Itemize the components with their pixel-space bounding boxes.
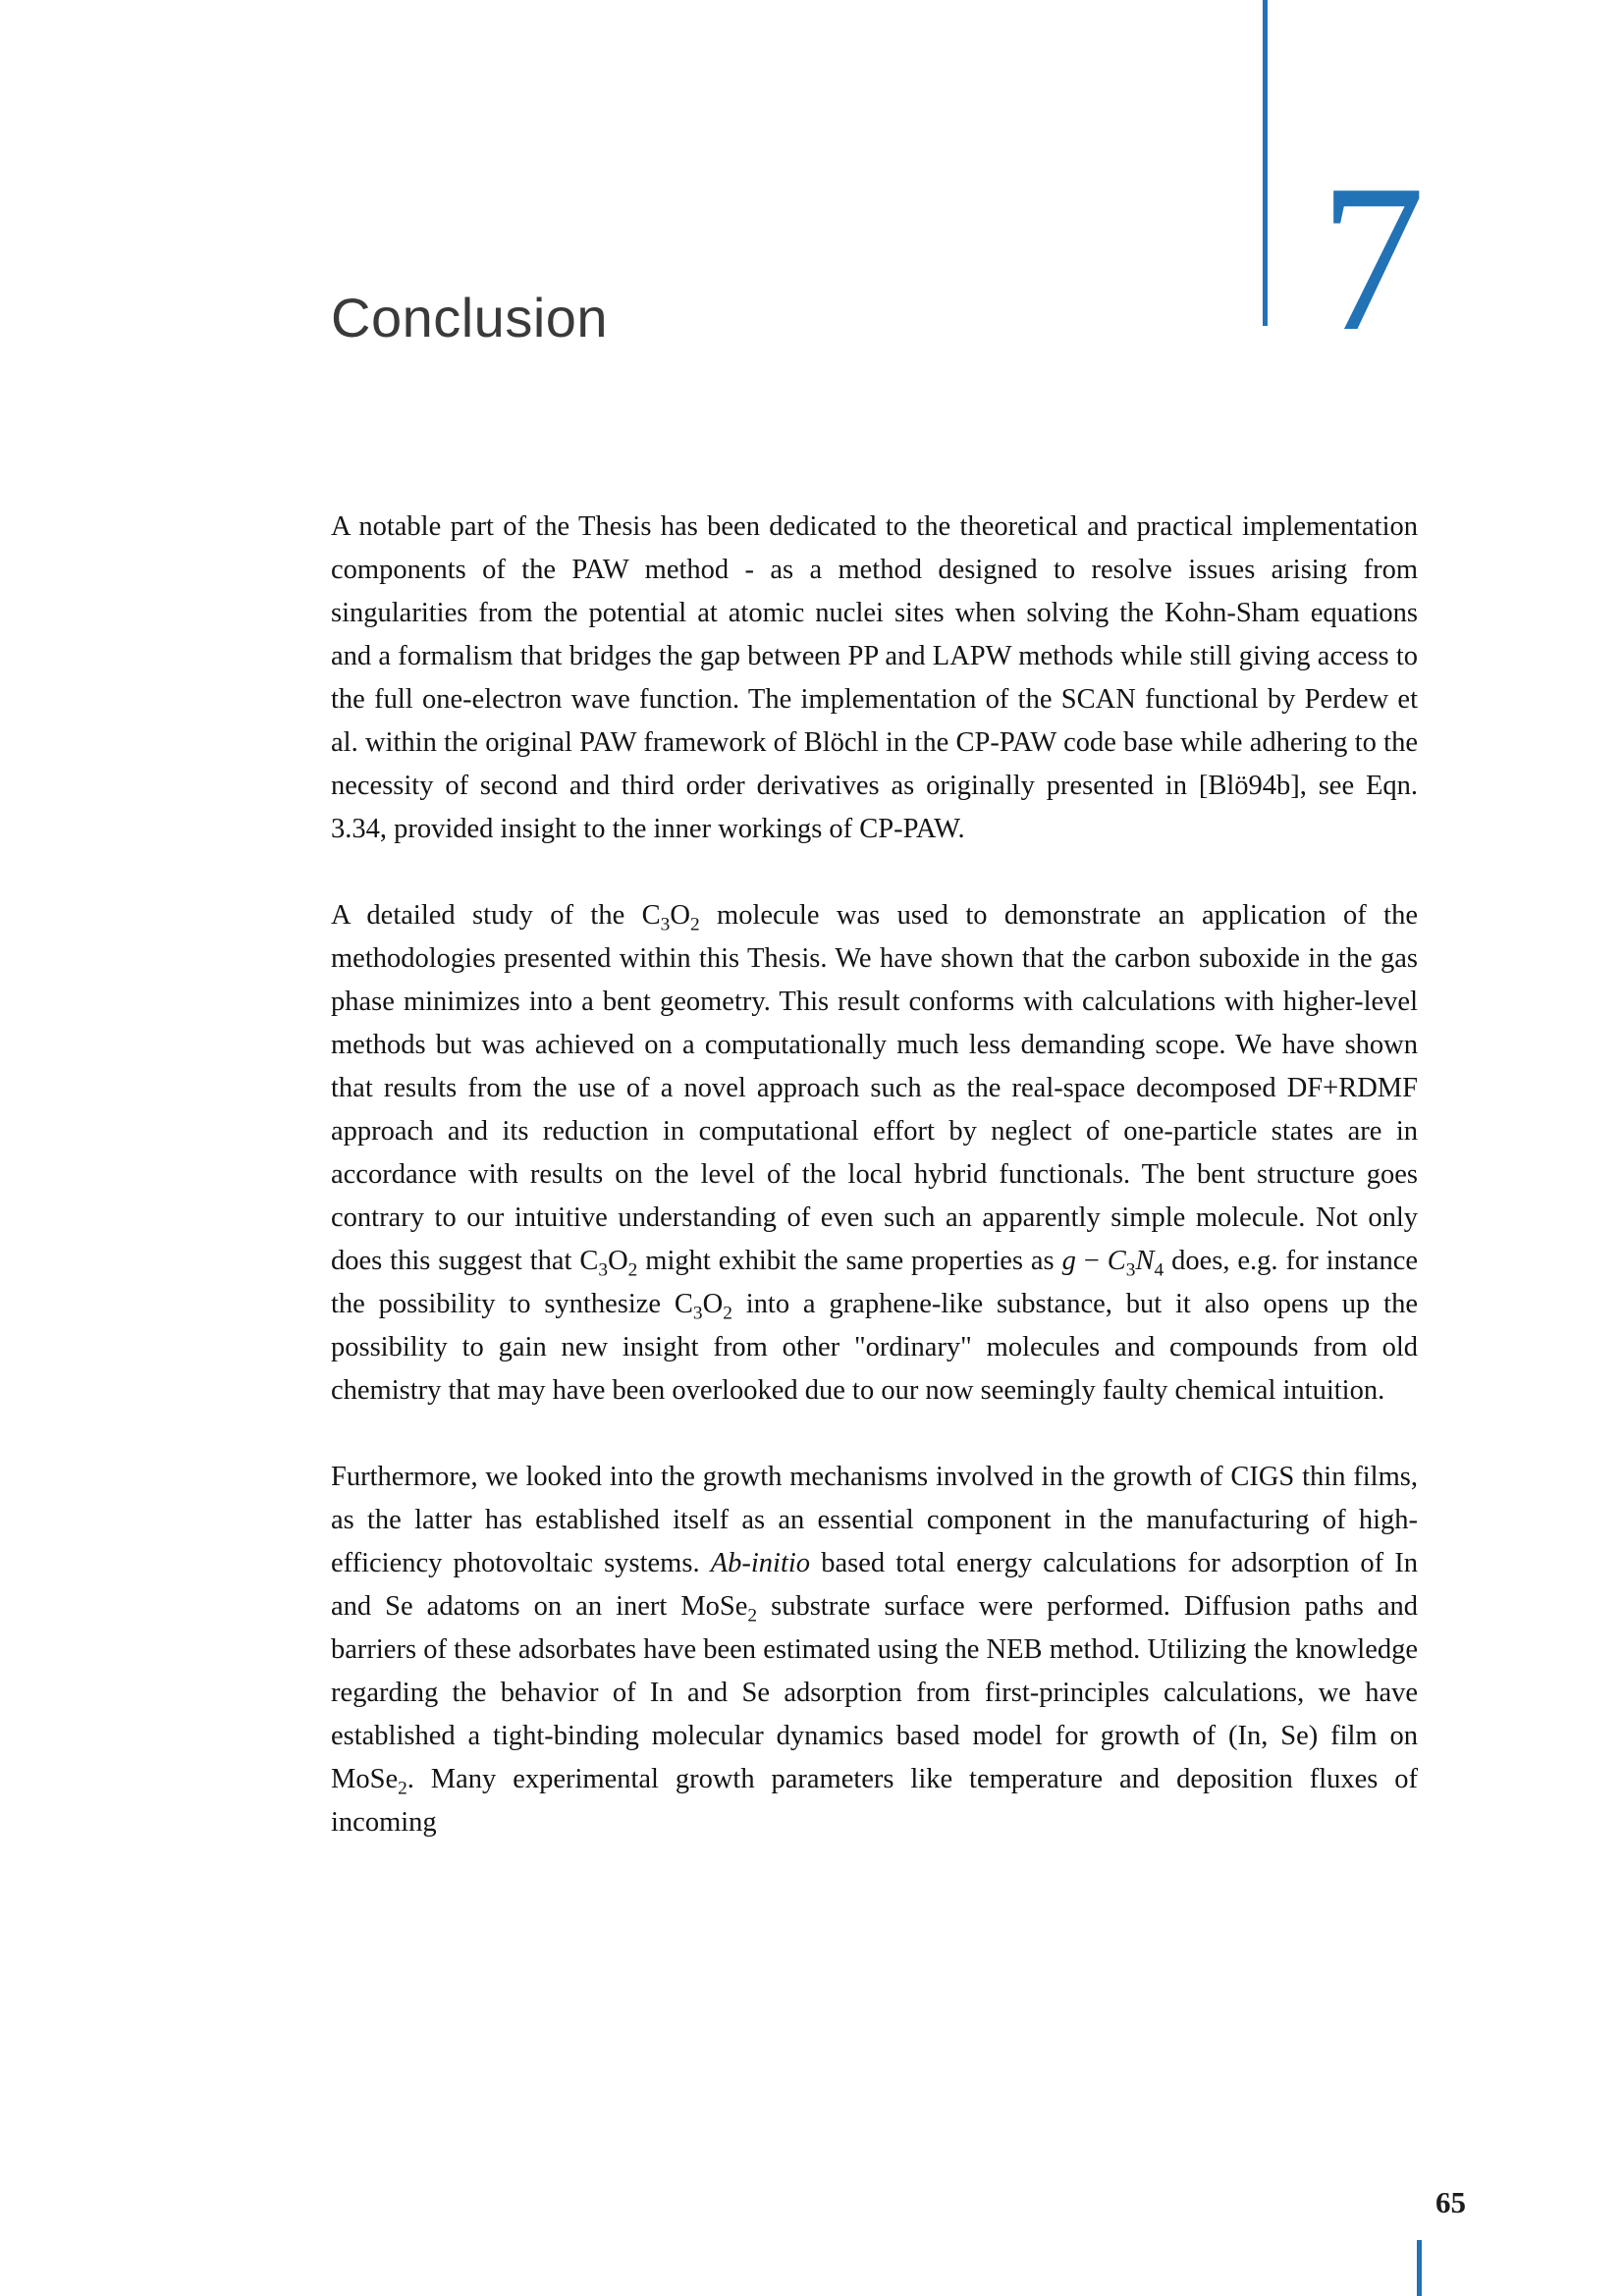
- text-run: A detailed study of the C: [331, 900, 661, 931]
- chapter-rule: [1263, 0, 1268, 326]
- paragraph-2: [331, 894, 1418, 1413]
- text-run: O: [670, 900, 690, 931]
- text-run: C: [1107, 1246, 1126, 1276]
- text-run: 2: [398, 1778, 407, 1799]
- text-run: 3: [1125, 1259, 1136, 1281]
- text-run: into a graphene-like substance, but it also opens up the possibility to gain new insight from other "ordinary" molecules and compounds from old chemistry that may have been overlooked due to our now seemingly faulty chemical intuition.: [331, 1289, 1418, 1406]
- text-run: O: [608, 1246, 628, 1276]
- page-number: 65: [1435, 2185, 1466, 2219]
- text-run: based total energy calculations for adsorption of In and Se adatoms on an inert MoSe: [331, 1548, 1418, 1622]
- text-run: 4: [1154, 1259, 1164, 1281]
- text-run: 3: [692, 1303, 703, 1324]
- text-run: 3: [660, 914, 671, 935]
- text-run: 2: [747, 1605, 758, 1627]
- text-run: g: [1061, 1246, 1076, 1276]
- text-run: does, e.g. for instance the possibility to synthesize C: [331, 1246, 1419, 1319]
- text-run: Ab-initio: [710, 1548, 811, 1578]
- text-run: O: [702, 1289, 724, 1319]
- text-run: substrate surface were performed. Diffusion paths and barriers of these adsorbates have been estimated using the NEB method. Utilizing the knowledge regarding the behavior of In and Se adsorption from first-principles calculations, we have established a tight-binding molecular dynamics based model for growth of (In, Se) film on MoSe: [331, 1591, 1418, 1794]
- text-run: A notable part of the Thesis has been dedicated to the theoretical and practical implementation components of the PAW method - as a method designed to resolve issues arising from singularities from the potential at atomic nuclei sites when solving the Kohn-Sham equations and a formalism that bridges the gap between PP and LAPW methods while still giving access to the full one-electron wave function. The implementation of the SCAN functional by Perdew et al. within the original PAW framework of Blöchl in the CP-PAW code base while adhering to the necessity of second and third order derivatives as originally presented in [Blö94b], see Eqn. 3.34, provided insight to the inner workings of CP-PAW.: [331, 511, 1418, 844]
- text-run: . Many experimental growth parameters like temperature and deposition fluxes of incoming: [331, 1764, 1418, 1838]
- text-run: molecule was used to demonstrate an application of the methodologies presented within this Thesis. We have shown that the carbon suboxide in the gas phase minimizes into a bent geometry. This result conforms with calculations with higher-level methods but was achieved on a computationally much less demanding scope. We have shown that results from the use of a novel approach such as the real-space decomposed DF+RDMF approach and its reduction in computational effort by neglect of one-particle states are in accordance with results on the level of the local hybrid functionals. The bent structure goes contrary to our intuitive understanding of even such an apparently simple molecule. Not only does this suggest that C: [331, 900, 1418, 1276]
- text-run: −: [1075, 1246, 1108, 1276]
- chapter-title: Conclusion: [331, 287, 609, 348]
- paragraph-1: [331, 506, 1418, 851]
- paragraph-3: [331, 1456, 1418, 1844]
- text-run: 2: [689, 914, 700, 935]
- text-run: might exhibit the same properties as: [637, 1246, 1062, 1276]
- body-paragraphs: [331, 506, 1418, 1888]
- text-run: Furthermore, we looked into the growth mechanisms involved in the growth of CIGS thin films, as the latter has established itself as an essential component in the manufacturing of high-efficiency photovoltaic systems.: [331, 1462, 1418, 1578]
- footer-rule: [1417, 2240, 1422, 2296]
- text-run: 3: [598, 1259, 609, 1281]
- text-run: 2: [723, 1303, 732, 1324]
- chapter-number: 7: [1320, 140, 1426, 375]
- text-run: 2: [627, 1259, 638, 1281]
- text-run: N: [1135, 1246, 1155, 1276]
